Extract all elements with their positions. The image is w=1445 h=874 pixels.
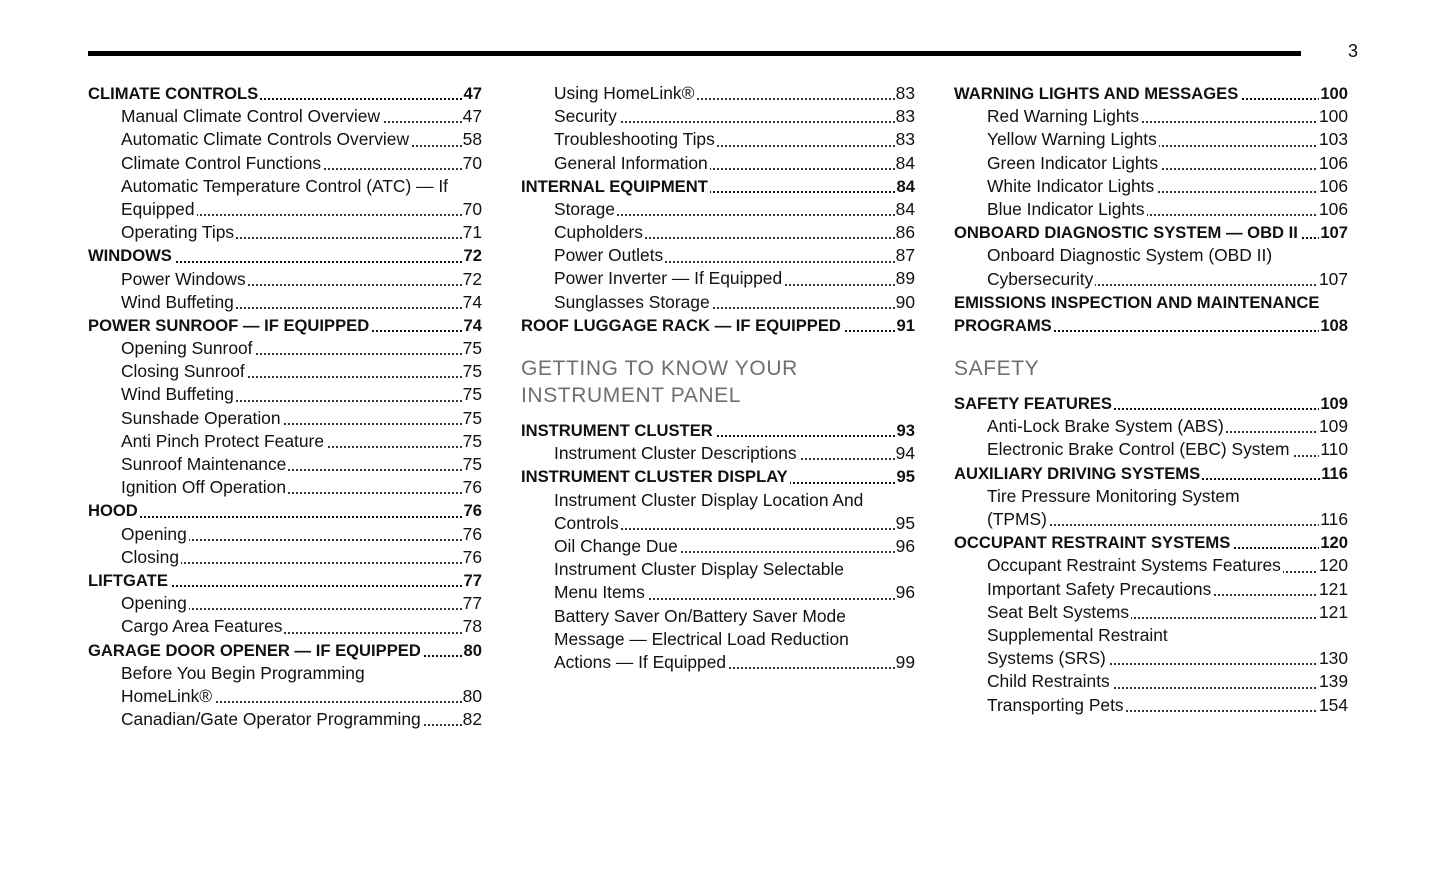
entry-title-line: Tire Pressure Monitoring System (987, 485, 1240, 506)
toc-subentry[interactable] (121, 360, 482, 383)
entry-title: WINDOWS (88, 244, 174, 267)
entry-page-number: 47 (463, 82, 482, 105)
entry-page-number: 121 (1318, 578, 1348, 601)
entry-page-number: 130 (1318, 647, 1348, 670)
toc-subentry[interactable] (987, 244, 1348, 290)
entry-title: POWER SUNROOF — IF EQUIPPED (88, 314, 371, 337)
entry-page-number: 84 (895, 152, 915, 175)
toc-subentry[interactable] (121, 128, 482, 151)
entry-title: (TPMS) (987, 508, 1049, 531)
toc-subentry[interactable] (987, 485, 1348, 531)
entry-page-number: 84 (896, 175, 915, 198)
entry-page-number: 72 (462, 268, 482, 291)
toc-subentry[interactable] (987, 670, 1348, 693)
toc-subentry[interactable] (987, 601, 1348, 624)
entry-title: Seat Belt Systems (987, 601, 1131, 624)
entry-title: INTERNAL EQUIPMENT (521, 175, 710, 198)
entry-title: General Information (554, 152, 710, 175)
toc-subentry[interactable] (121, 407, 482, 430)
toc-subentry[interactable] (121, 221, 482, 244)
entry-page-number: 107 (1318, 268, 1348, 291)
entry-title: Cybersecurity (987, 268, 1095, 291)
entry-title: Occupant Restraint Systems Features (987, 554, 1283, 577)
entry-title: Cupholders (554, 221, 645, 244)
toc-heading-entry[interactable] (88, 314, 482, 337)
entry-page-number: 89 (895, 267, 915, 290)
toc-heading-entry[interactable] (954, 291, 1348, 337)
entry-page-number: 83 (895, 128, 915, 151)
entry-page-number: 95 (896, 465, 915, 488)
entry-title: Blue Indicator Lights (987, 198, 1147, 221)
entry-title: Anti-Lock Brake System (ABS) (987, 415, 1226, 438)
entry-title: Oil Change Due (554, 535, 680, 558)
entry-page-number: 154 (1318, 694, 1348, 717)
toc-heading-entry[interactable] (88, 569, 482, 592)
entry-page-number: 75 (462, 360, 482, 383)
entry-page-number: 83 (895, 105, 915, 128)
entry-title-line: Instrument Cluster Display Location And (554, 489, 864, 510)
entry-title: Cargo Area Features (121, 615, 284, 638)
toc-subentry[interactable] (121, 662, 482, 708)
entry-page-number: 96 (895, 581, 915, 604)
entry-title: Automatic Climate Controls Overview (121, 128, 411, 151)
entry-page-number: 76 (462, 523, 482, 546)
entry-page-number: 76 (462, 546, 482, 569)
toc-heading-entry[interactable] (954, 462, 1348, 485)
toc-subentry[interactable] (554, 105, 915, 128)
toc-subentry[interactable] (554, 628, 915, 674)
toc-subentry[interactable] (987, 438, 1348, 461)
entry-title: Closing (121, 546, 181, 569)
section-heading (521, 355, 915, 409)
entry-title: Menu Items (554, 581, 647, 604)
toc-subentry[interactable] (121, 592, 482, 615)
entry-title: Sunroof Maintenance (121, 453, 288, 476)
entry-title: Wind Buffeting (121, 383, 236, 406)
toc-subentry[interactable] (121, 615, 482, 638)
entry-page-number: 103 (1318, 128, 1348, 151)
entry-title: OCCUPANT RESTRAINT SYSTEMS (954, 531, 1232, 554)
entry-title: ONBOARD DIAGNOSTIC SYSTEM — OBD II (954, 221, 1300, 244)
toc-subentry[interactable] (987, 554, 1348, 577)
toc-subentry[interactable] (554, 82, 915, 105)
toc-subentry[interactable] (121, 476, 482, 499)
entry-title: Wind Buffeting (121, 291, 236, 314)
entry-page-number: 70 (462, 198, 482, 221)
toc-subentry[interactable] (121, 453, 482, 476)
toc-heading-entry[interactable] (521, 419, 915, 442)
toc-heading-entry[interactable] (954, 221, 1348, 244)
toc-subentry[interactable] (554, 128, 915, 151)
entry-title: Power Outlets (554, 244, 665, 267)
toc-subentry[interactable] (121, 546, 482, 569)
toc-subentry[interactable] (554, 152, 915, 175)
entry-page-number: 116 (1319, 508, 1348, 531)
entry-title: CLIMATE CONTROLS (88, 82, 260, 105)
entry-page-number: 95 (895, 512, 915, 535)
entry-title: Systems (SRS) (987, 647, 1108, 670)
entry-title: Using HomeLink® (554, 82, 696, 105)
entry-page-number: 99 (895, 651, 915, 674)
entry-page-number: 120 (1318, 554, 1348, 577)
entry-title: Closing Sunroof (121, 360, 247, 383)
entry-title: LIFTGATE (88, 569, 170, 592)
toc-heading-entry[interactable] (954, 531, 1348, 554)
entry-title: Storage (554, 198, 617, 221)
entry-page-number: 47 (462, 105, 482, 128)
toc-heading-entry[interactable] (88, 244, 482, 267)
toc-subentry[interactable] (121, 268, 482, 291)
toc-subentry[interactable] (121, 175, 482, 221)
entry-page-number: 100 (1319, 82, 1348, 105)
section-heading-line: SAFETY (954, 357, 1040, 381)
entry-page-number: 106 (1318, 198, 1348, 221)
entry-page-number: 110 (1319, 438, 1348, 461)
entry-title: Controls (554, 512, 621, 535)
entry-page-number: 80 (463, 639, 482, 662)
entry-title: ROOF LUGGAGE RACK — IF EQUIPPED (521, 314, 843, 337)
entry-title: Equipped (121, 198, 197, 221)
entry-title: Child Restraints (987, 670, 1112, 693)
entry-page-number: 116 (1320, 462, 1348, 485)
entry-title: Actions — If Equipped (554, 651, 728, 674)
entry-page-number: 82 (462, 708, 482, 731)
toc-subentry[interactable] (987, 415, 1348, 438)
toc-subentry[interactable] (987, 694, 1348, 717)
toc-subentry[interactable] (121, 291, 482, 314)
entry-page-number: 106 (1318, 152, 1348, 175)
entry-title: Troubleshooting Tips (554, 128, 717, 151)
toc-subentry[interactable] (121, 337, 482, 360)
entry-title: INSTRUMENT CLUSTER (521, 419, 715, 442)
dot-leader (88, 516, 482, 518)
entry-title: Canadian/Gate Operator Programming (121, 708, 423, 731)
entry-title-line: Automatic Temperature Control (ATC) — If (121, 175, 448, 196)
entry-page-number: 75 (462, 407, 482, 430)
entry-page-number: 107 (1319, 221, 1348, 244)
toc-subentry[interactable] (121, 523, 482, 546)
page-number: 3 (1347, 41, 1358, 61)
toc-subentry[interactable] (554, 442, 915, 465)
entry-page-number: 106 (1318, 175, 1348, 198)
toc-column-2 (521, 82, 915, 674)
entry-page-number: 74 (462, 291, 482, 314)
entry-title: Operating Tips (121, 221, 236, 244)
toc-subentry[interactable] (554, 244, 915, 267)
entry-page-number: 109 (1319, 392, 1348, 415)
toc-heading-entry[interactable] (954, 82, 1348, 105)
entry-page-number: 121 (1318, 601, 1348, 624)
entry-page-number: 108 (1319, 314, 1348, 337)
entry-page-number: 91 (896, 314, 915, 337)
toc-subentry[interactable] (121, 383, 482, 406)
toc-column-3 (954, 82, 1348, 717)
toc-subentry-text (554, 605, 915, 628)
toc-subentry[interactable] (554, 489, 915, 535)
entry-title-line: Onboard Diagnostic System (OBD II) (987, 245, 1273, 266)
toc-heading-entry[interactable] (88, 82, 482, 105)
entry-page-number: 139 (1318, 670, 1348, 693)
entry-title: Opening (121, 592, 189, 615)
toc-subentry[interactable] (987, 105, 1348, 128)
entry-title: Climate Control Functions (121, 152, 323, 175)
toc-heading-entry[interactable] (88, 499, 482, 522)
entry-page-number: 84 (895, 198, 915, 221)
toc-subentry[interactable] (121, 430, 482, 453)
entry-title: Opening (121, 523, 189, 546)
entry-title: Yellow Warning Lights (987, 128, 1159, 151)
entry-page-number: 78 (462, 615, 482, 638)
header-rule (88, 51, 1301, 56)
toc-subentry[interactable] (121, 152, 482, 175)
entry-page-number: 83 (895, 82, 915, 105)
entry-title-line: Supplemental Restraint (987, 624, 1168, 645)
entry-title: Instrument Cluster Descriptions (554, 442, 799, 465)
entry-title: Power Windows (121, 268, 248, 291)
entry-title: Transporting Pets (987, 694, 1126, 717)
toc-subentry[interactable] (554, 221, 915, 244)
entry-page-number: 94 (895, 442, 915, 465)
toc-heading-entry[interactable] (954, 392, 1348, 415)
toc-subentry[interactable] (987, 175, 1348, 198)
section-heading-line: GETTING TO KNOW YOUR (521, 357, 798, 381)
entry-page-number: 100 (1318, 105, 1348, 128)
entry-page-number: 75 (462, 453, 482, 476)
entry-page-number: 70 (462, 152, 482, 175)
entry-title: Red Warning Lights (987, 105, 1141, 128)
entry-title: AUXILIARY DRIVING SYSTEMS (954, 462, 1202, 485)
toc-heading-entry[interactable] (521, 314, 915, 337)
entry-page-number: 74 (463, 314, 482, 337)
entry-title: Opening Sunroof (121, 337, 255, 360)
entry-title: GARAGE DOOR OPENER — IF EQUIPPED (88, 639, 423, 662)
entry-page-number: 76 (462, 476, 482, 499)
entry-title-line: Message — Electrical Load Reduction (554, 628, 849, 649)
toc-subentry[interactable] (554, 268, 915, 291)
toc-subentry[interactable] (987, 152, 1348, 175)
toc-subentry[interactable] (987, 198, 1348, 221)
toc-subentry[interactable] (554, 291, 915, 314)
entry-title-line: EMISSIONS INSPECTION AND MAINTENANCE (954, 292, 1320, 312)
entry-title-line: Instrument Cluster Display Selectable (554, 559, 844, 580)
entry-page-number: 86 (895, 221, 915, 244)
section-heading-line: INSTRUMENT PANEL (521, 384, 742, 408)
section-heading (954, 355, 1348, 382)
entry-title: Power Inverter — If Equipped (554, 267, 784, 290)
entry-title: Security (554, 105, 619, 128)
toc-subentry[interactable] (554, 535, 915, 558)
entry-page-number: 75 (462, 383, 482, 406)
entry-title: Sunshade Operation (121, 407, 283, 430)
entry-title: Important Safety Precautions (987, 578, 1213, 601)
toc-subentry[interactable] (987, 624, 1348, 670)
toc-heading-entry[interactable] (88, 639, 482, 662)
entry-page-number: 58 (462, 128, 482, 151)
entry-title: SAFETY FEATURES (954, 392, 1114, 415)
entry-title: Electronic Brake Control (EBC) System (987, 438, 1292, 461)
entry-title-line: Before You Begin Programming (121, 662, 365, 683)
toc-column-1 (88, 82, 482, 731)
toc-subentry[interactable] (987, 578, 1348, 601)
entry-page-number: 77 (462, 592, 482, 615)
toc-subentry[interactable] (554, 558, 915, 604)
entry-title: White Indicator Lights (987, 175, 1156, 198)
entry-page-number: 80 (462, 685, 482, 708)
entry-page-number: 71 (462, 221, 482, 244)
entry-title: WARNING LIGHTS AND MESSAGES (954, 82, 1240, 105)
entry-page-number: 90 (895, 291, 915, 314)
entry-page-number: 93 (896, 419, 915, 442)
entry-title: Anti Pinch Protect Feature (121, 430, 326, 453)
entry-title: INSTRUMENT CLUSTER DISPLAY (521, 465, 790, 488)
entry-page-number: 120 (1319, 531, 1348, 554)
entry-title: HomeLink® (121, 685, 214, 708)
entry-title: Green Indicator Lights (987, 152, 1160, 175)
entry-page-number: 72 (463, 244, 482, 267)
entry-title: Ignition Off Operation (121, 476, 288, 499)
toc-subentry[interactable] (121, 708, 482, 731)
toc-subentry[interactable] (121, 105, 482, 128)
entry-page-number: 75 (462, 337, 482, 360)
entry-title: HOOD (88, 499, 140, 522)
toc-heading-entry[interactable] (521, 465, 915, 488)
entry-page-number: 87 (895, 244, 915, 267)
entry-page-number: 75 (462, 430, 482, 453)
entry-title-line: Battery Saver On/Battery Saver Mode (554, 605, 846, 626)
toc-subentry[interactable] (987, 128, 1348, 151)
entry-page-number: 96 (895, 535, 915, 558)
entry-page-number: 77 (463, 569, 482, 592)
toc-heading-entry[interactable] (521, 175, 915, 198)
entry-page-number: 109 (1318, 415, 1348, 438)
entry-title: Manual Climate Control Overview (121, 105, 382, 128)
entry-title: PROGRAMS (954, 314, 1054, 337)
entry-page-number: 76 (463, 499, 482, 522)
entry-title: Sunglasses Storage (554, 291, 712, 314)
toc-subentry[interactable] (554, 198, 915, 221)
